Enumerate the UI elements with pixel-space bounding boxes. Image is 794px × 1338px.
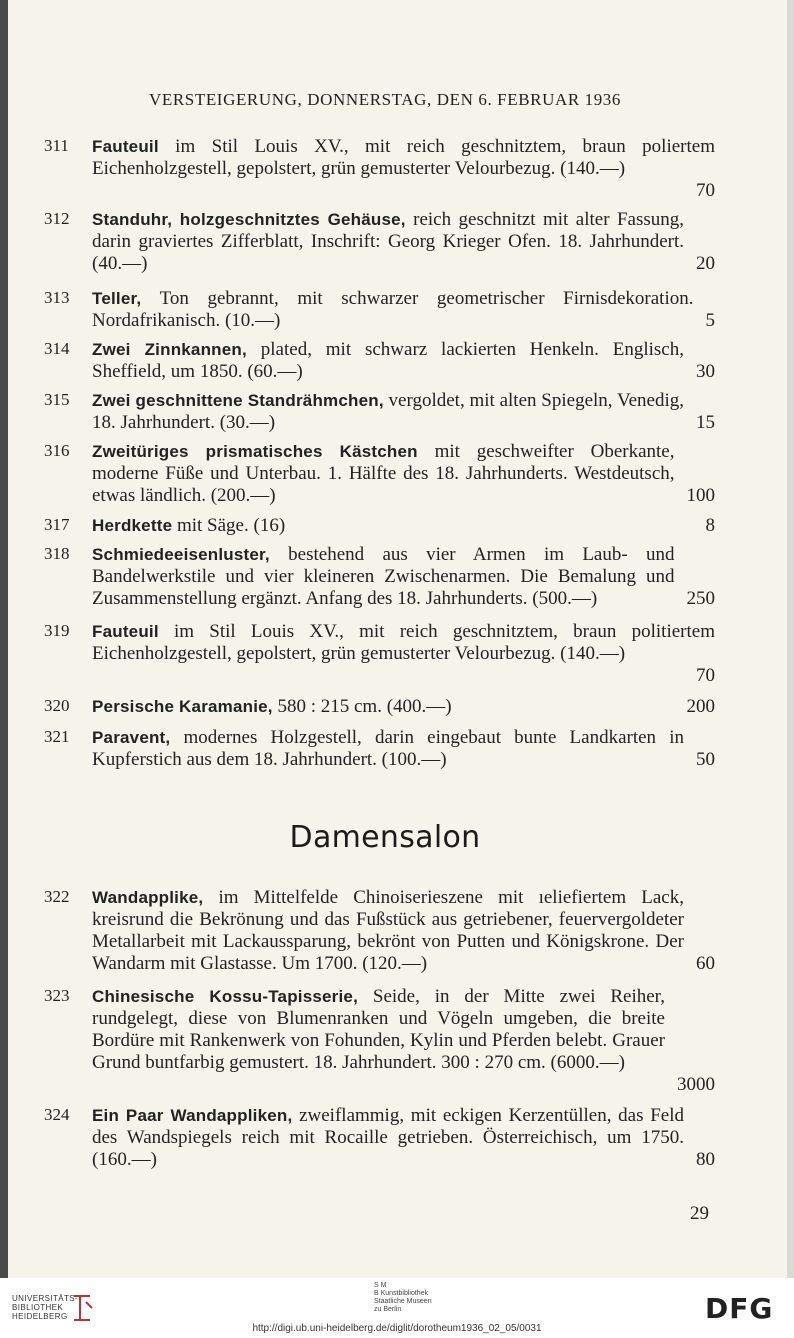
university-library-label	[12, 1294, 78, 1321]
entry-text	[92, 544, 715, 610]
entry-text	[92, 727, 715, 771]
entry-number: 320	[44, 696, 70, 715]
entry-number: 318	[44, 544, 70, 563]
section-title: Damensalon	[289, 820, 481, 855]
entry-text	[92, 209, 715, 275]
entry-price: 250	[686, 588, 715, 609]
entry-desc: zweiflammig, mit eckigen Kerzentüllen, das Feld des Wandspiegels reich mit Rocaille getrieben. Österreichisch, um 1750. (160.—)	[92, 1105, 684, 1170]
entry-number: 317	[44, 515, 70, 534]
library-logo-icon	[70, 1292, 94, 1322]
entry-text	[92, 288, 715, 332]
uni-line: HEIDELBERG	[12, 1312, 68, 1321]
entry-text	[92, 390, 715, 434]
entry-desc: im Stil Louis XV., mit reich geschnitztem, braun politiertem Eichenholzgestell, gepolstert, grün gemusterter Velourbezug. (140.—)	[92, 621, 715, 664]
entry-desc: im Stil Louis XV., mit reich geschnitztem, braun poliertem Eichenholzgestell, gepolstert, grün gemusterter Velourbezug. (140.—)	[92, 136, 715, 179]
entry-price: 100	[686, 485, 715, 506]
entry-desc: reich geschnitzt mit alter Fassung, darin graviertes Zifferblatt, Inschrift: Georg Krieger Ofen. 18. Jahrhundert. (40.—)	[92, 209, 684, 274]
stamp-line: S M	[374, 1282, 387, 1289]
stamp-line: zu Berlin	[374, 1306, 402, 1313]
entry-number: 315	[44, 390, 70, 409]
entry-text	[92, 339, 715, 383]
uni-line: BIBLIOTHEK	[12, 1303, 64, 1312]
entry-desc: plated, mit schwarz lackierten Henkeln. Englisch, Sheffield, um 1850. (60.—)	[92, 339, 684, 382]
entry-number: 319	[44, 621, 70, 640]
entry-number: 312	[44, 209, 70, 228]
digitization-footer	[0, 1278, 794, 1338]
entry-price: 200	[686, 696, 715, 717]
entry-text	[92, 136, 715, 202]
entry-title: Zwei geschnittene Standrähmchen,	[92, 391, 384, 410]
entry-title: Wandapplike,	[92, 888, 204, 907]
museum-stamp	[374, 1282, 432, 1314]
entry-desc: 580 : 215 cm. (400.—)	[272, 696, 452, 717]
entry-price: 50	[696, 749, 715, 770]
source-url[interactable]: http://digi.ub.uni-heidelberg.de/diglit/dorotheum1936_02_05/0031	[252, 1323, 542, 1334]
entry-title: Persische Karamanie,	[92, 697, 273, 716]
uni-line: UNIVERSITÄTS-	[12, 1294, 79, 1303]
entry-title: Zwei Zinnkannen,	[92, 340, 247, 359]
entry-number: 314	[44, 339, 70, 358]
page-header: VERSTEIGERUNG, DONNERSTAG, DEN 6. FEBRUAR 1936	[148, 90, 622, 109]
entry-desc: mit geschweifter Oberkante, moderne Füße und Unterbau. 1. Hälfte des 18. Jahrhunderts. Westdeutsch, etwas ländlich. (200.—)	[92, 441, 675, 506]
entry-title: Teller,	[92, 289, 142, 308]
entry-title: Fauteuil	[92, 137, 159, 156]
entry-number: 316	[44, 441, 70, 460]
entry-title: Ein Paar Wandappliken,	[92, 1106, 293, 1125]
entry-text	[92, 515, 715, 537]
dfg-logo: DFG	[705, 1292, 774, 1325]
page-number: 29	[690, 1203, 709, 1224]
entry-number: 323	[44, 986, 70, 1005]
entry-text	[92, 1105, 715, 1171]
entry-desc: mit Säge. (16)	[172, 515, 286, 536]
entry-desc: vergoldet, mit alten Spiegeln, Venedig, 18. Jahrhundert. (30.—)	[92, 390, 684, 433]
entry-price: 60	[696, 953, 715, 974]
entry-desc: bestehend aus vier Armen im Laub- und Bandelwerkstile und vier kleineren Zwischenarmen. Die Bemalung und Zusammenstellung ergänzt. Anfang des 18. Jahrhunderts. (500.—)	[92, 544, 675, 609]
entry-number: 313	[44, 288, 70, 307]
entry-price: 70	[696, 180, 715, 201]
entry-title: Chinesische Kossu-Tapisserie,	[92, 987, 358, 1006]
entry-text	[92, 441, 715, 507]
entry-desc: Seide, in der Mitte zwei Reiher, rundgelegt, diese von Blumenranken und Vögeln umgeben, die breite Bordüre mit Rankenwerk von Fohunden, Kylin und Pferden belebt. Grauer Grund buntfarbig gemustert. 18. Jahrhundert. 300 : 270 cm. (6000.—)	[92, 986, 665, 1073]
entry-title: Schmiedeeisenluster,	[92, 545, 270, 564]
entry-text	[92, 696, 715, 718]
stamp-line: Staatliche Museen	[374, 1298, 432, 1305]
entry-title: Fauteuil	[92, 622, 159, 641]
entry-price: 5	[705, 310, 715, 331]
entry-price: 15	[696, 412, 715, 433]
entry-text	[92, 887, 715, 975]
stamp-line: B Kunstbibliothek	[374, 1290, 429, 1297]
entry-desc: modernes Holzgestell, darin eingebaut bunte Landkarten in Kupferstich aus dem 18. Jahrhundert. (100.—)	[92, 727, 684, 770]
entry-number: 321	[44, 727, 70, 746]
entry-desc: Ton gebrannt, mit schwarzer geometrischer Firnisdekoration. Nordafrikanisch. (10.—)	[92, 288, 694, 331]
entry-title: Standuhr, holzgeschnitztes Gehäuse,	[92, 210, 406, 229]
entry-price: 80	[696, 1149, 715, 1170]
entry-text	[92, 986, 715, 1096]
page-edge	[787, 0, 794, 1278]
entry-price: 70	[696, 665, 715, 686]
entry-price: 20	[696, 253, 715, 274]
entry-number: 311	[44, 136, 69, 155]
entry-price: 8	[705, 515, 715, 536]
entry-price: 3000	[677, 1074, 715, 1095]
entry-desc: im Mittelfelde Chinoiserieszene mit ıeliefiertem Lack, kreisrund die Bekrönung und das Fußstück aus getriebener, feuervergoldeter Metallarbeit mit Lackaussparung, bekrönt von Putten und Königskrone. Der Wandarm mit Glastasse. Um 1700. (120.—)	[92, 887, 684, 974]
entry-number: 322	[44, 887, 70, 906]
entry-title: Paravent,	[92, 728, 171, 747]
entry-text	[92, 621, 715, 687]
entry-title: Herdkette	[92, 516, 173, 535]
entry-price: 30	[696, 361, 715, 382]
entry-number: 324	[44, 1105, 70, 1124]
entry-title: Zweitüriges prismatisches Kästchen	[92, 442, 418, 461]
